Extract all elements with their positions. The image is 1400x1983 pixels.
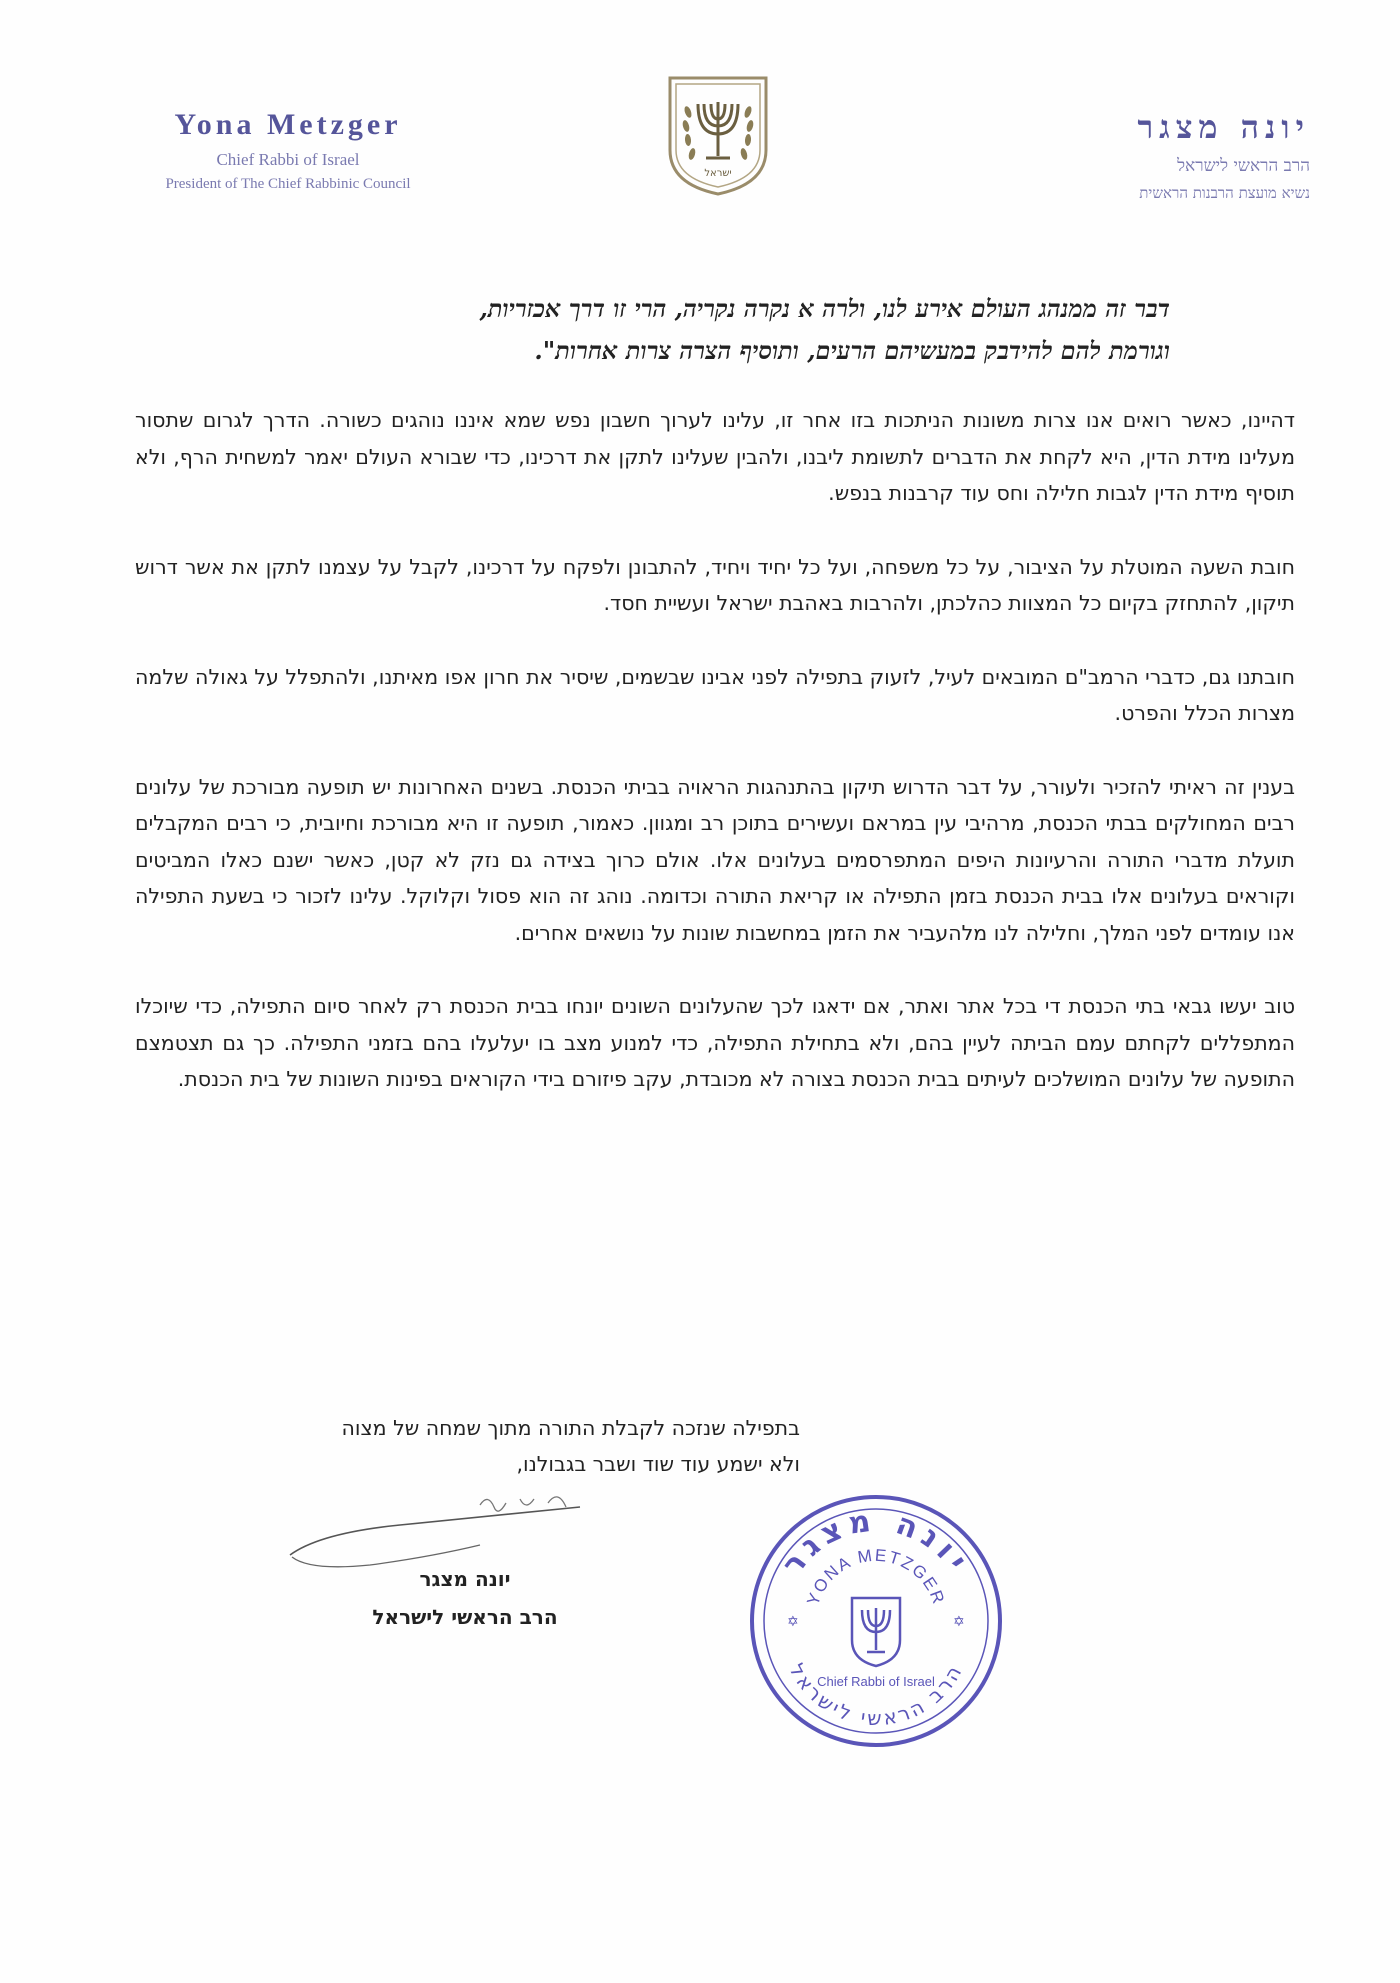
menorah-seal-icon [852,1598,900,1666]
signature-title: הרב הראשי לישראל [372,1605,558,1629]
letterhead-hebrew-name: יונה מצגר [1137,108,1310,146]
body-paragraph-5: טוב יעשו גבאי בתי הכנסת די בכל אתר ואתר, אם ידאגו לכך שהעלונים השונים יונחו בבית הכנסת רק לאחר סיום התפילה, כדי שיוכלו המתפללים לקחתם עמם הביתה לעיין בהם, ולא בתחילת התפילה, כדי למנוע מצב בו יעלעלו בהם בזמני התפילה. כך גם תצטמצם התופעה של עלונים המושלכים לעיתים בבית הכנסת בצורה לא מכובדת, עקב פיזורם בידי הקוראים בפינות השונות של בית הכנסת. [135,994,1295,1091]
rabbi-seal-stamp [745,1490,1007,1752]
letterhead-english-title: Chief Rabbi of Israel [216,150,360,169]
closing-line-1: בתפילה שנזכה לקבלת התורה מתוך שמחה של מצוה [341,1416,800,1440]
svg-text:יונה מצגר [775,1503,977,1581]
letterhead-english [118,108,458,193]
letterhead-english-subtitle: President of The Chief Rabbinic Council [165,176,411,192]
quote-line-1: דבר זה ממנהג העולם אירע לנו, ולרה א נקרה נקריה, הרי זו דרך אכזריות, [479,294,1170,323]
body-paragraph-1: דהיינו, כאשר רואים אנו צרות משונות הניתכות בזו אחר זו, עלינו לערוך חשבון נפש שמא איננו נוהגים כשורה. הדרך לגרום שתסור מעלינו מידת הדין, היא לקחת את הדברים לתשומת ליבנו, ולהבין שעלינו לתקן את דרכינו, כדי שבורא העולם יאמר למשחית הרף, ולא תוסיף מידת הדין לגבות חלילה וחס עוד קרבנות בנפש. [135,408,1295,505]
body-paragraph-3: חובתנו גם, כדברי הרמב"ם המובאים לעיל, לזעוק בתפילה לפני אבינו שבשמים, שיסיר את חרון אפו מאיתנו, ולהתפלל על גאולה שלמה מצרות הכלל והפרט. [135,664,1295,725]
letterhead-hebrew-title: הרב הראשי לישראל [1177,156,1310,176]
signature-name: יונה מצגר [419,1567,511,1591]
stamp-english-title: Chief Rabbi of Israel [817,1674,935,1689]
svg-text:✡: ✡ [787,1614,799,1630]
stamp-hebrew-bottom: הרב הראשי לישראל [784,1659,968,1731]
emblem-label: ישראל [704,168,732,179]
letter-body [135,402,1295,1135]
quote-line-2: וגורמת להם להידבק במעשיהם הרעים, ותוסיף הצרה צרות אחרות". [534,336,1170,365]
signature-block [340,1560,590,1636]
stamp-hebrew-top: יונה מצגר [775,1503,978,1582]
letterhead-hebrew [1010,108,1310,203]
letterhead-hebrew-subtitle: נשיא מועצת הרבנות הראשית [1139,184,1310,202]
letterhead-english-name: Yona Metzger [174,108,402,141]
closing-line-2: ולא ישמע עוד שוד ושבר בגבולנו, [516,1452,800,1476]
menorah-emblem-icon [662,72,774,198]
stamp-english-ring: YONA METZGER [803,1545,949,1608]
body-paragraph-2: חובת השעה המוטלת על הציבור, על כל משפחה, ועל כל יחיד ויחיד, להתבונן ולפקח על דרכינו, לקבל על עצמנו לתקן את אשר דרוש תיקון, להתחזק בקיום כל המצוות כהלכתן, ולהרבות באהבת ישראל ועשיית חסד. [135,554,1295,615]
opening-quote [230,288,1170,372]
body-paragraph-4: בענין זה ראיתי להזכיר ולעורר, על דבר הדרוש תיקון בהתנהגות הראויה בביתי הכנסת. בשנים האחרונות יש תופעה מבורכת של עלונים רבים המחולקים בבתי הכנסת, מרהיבי עין במראם ועשירים בתוכן רב ומגוון. כאמור, תופעה זו היא מבורכת וחיובית, כי רבים המקבלים תועלת מדברי התורה והרעיונות היפים המתפרסמים בעלונים אלו. אולם כרוך בצידה גם נזק לא קטן, כאשר ישנם כאלו המביטים וקוראים בעלונים אלו בבית הכנסת בזמן התפילה או קריאת התורה וכדומה. נוהג זה הוא פסול וקלוקל. עלינו לזכור כי בשעת התפילה אנו עומדים לפני המלך, וחלילה לנו מלהעביר את הזמן במחשבות שונות על נושאים אחרים. [135,774,1295,945]
svg-text:✡: ✡ [953,1614,965,1630]
svg-text:הרב הראשי לישראל [784,1659,967,1730]
closing-blessing [160,1410,800,1482]
